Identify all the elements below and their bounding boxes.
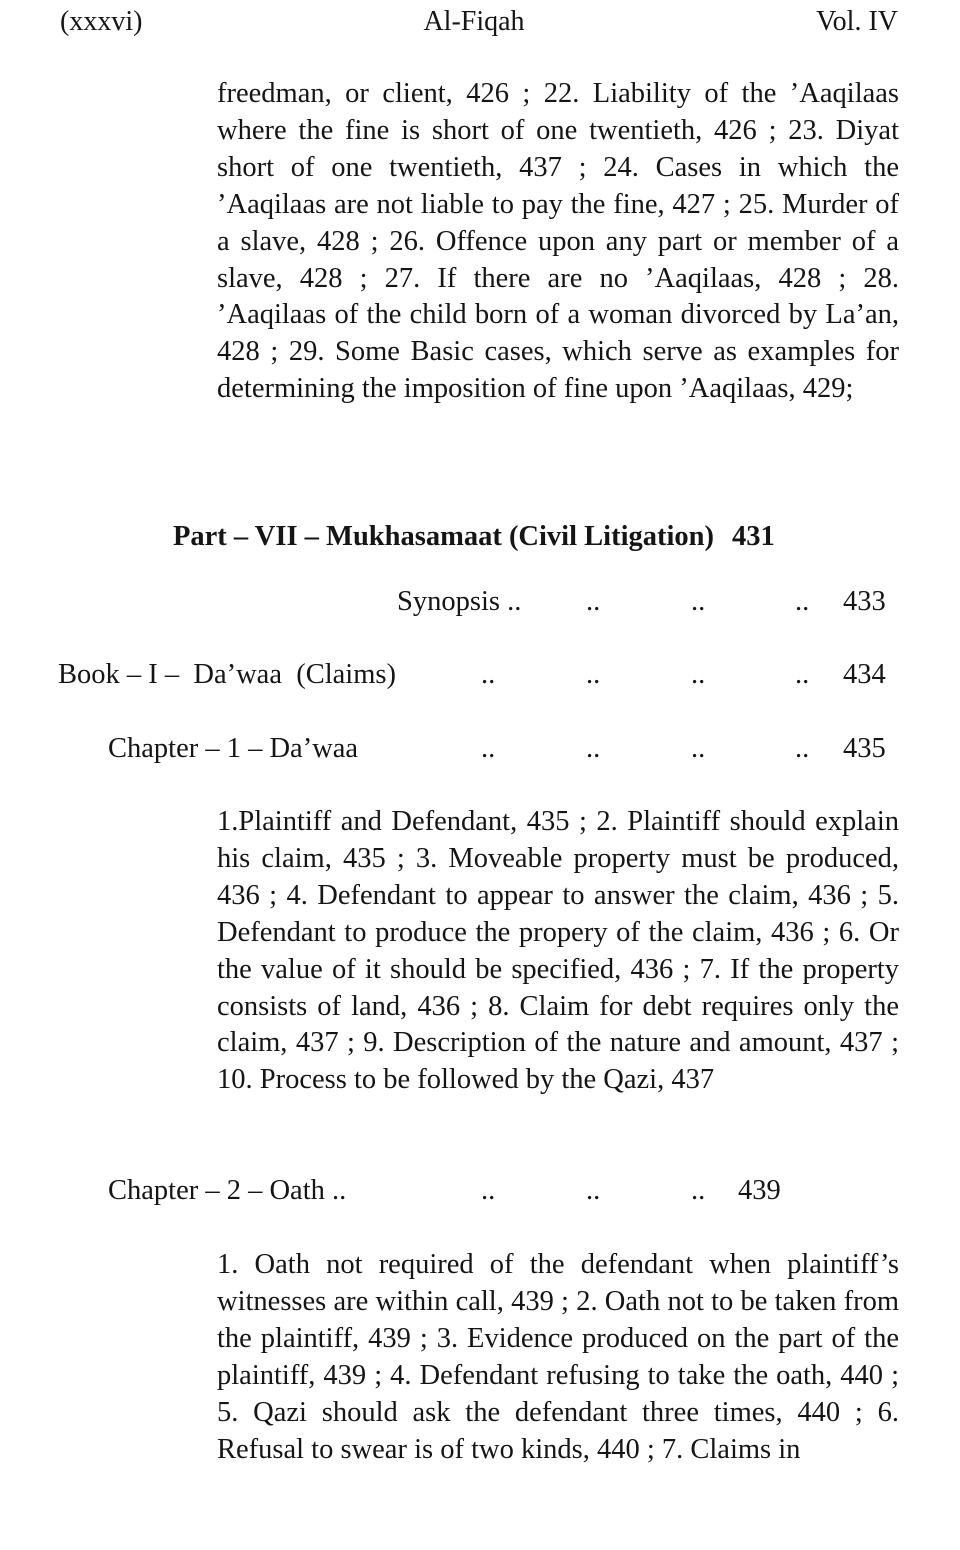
leader-dots: .. bbox=[586, 659, 601, 690]
toc-entry-synopsis bbox=[0, 582, 960, 622]
running-title: Al-Fiqah bbox=[423, 6, 525, 37]
leader-dots: .. bbox=[481, 659, 496, 690]
toc-page: 433 bbox=[843, 586, 886, 617]
part-page: 431 bbox=[732, 521, 775, 552]
leader-dots: .. bbox=[586, 733, 601, 764]
leader-dots: .. bbox=[691, 659, 706, 690]
leader-dots: .. bbox=[691, 1175, 706, 1206]
toc-entry-book-1 bbox=[0, 655, 960, 695]
toc-page: 439 bbox=[738, 1175, 781, 1206]
part-title: Part – VII – Mukhasamaat (Civil Litigation) bbox=[173, 521, 714, 552]
toc-entry-chapter-2 bbox=[0, 1171, 960, 1211]
toc-title: Synopsis .. bbox=[397, 586, 522, 617]
leader-dots: .. bbox=[795, 659, 810, 690]
volume-label: Vol. IV bbox=[816, 6, 898, 37]
toc-page: 434 bbox=[843, 659, 886, 690]
toc-title: Chapter – 1 – Da’waa bbox=[108, 733, 359, 764]
leader-dots: .. bbox=[586, 586, 601, 617]
toc-page: 435 bbox=[843, 733, 886, 764]
page-header bbox=[60, 2, 898, 42]
contents-paragraph-1: freedman, or client, 426 ; 22. Liability of the ’Aaqilaas where the fine is short of one twentieth, 426 ; 23. Diyat short of one twentieth, 437 ; 24. Cases in which the ’Aaqilaas are not liable to pay the fine, 427 ; 25. Murder of a slave, 428 ; 26. Offence upon any part or member of a slave, 428 ; 27. If there are no ’Aaqilaas, 428 ; 28. ’Aaqilaas of the child born of a woman divorced by La’an, 428 ; 29. Some Basic cases, which serve as examples for determining the imposition of fine upon ’Aaqilaas, 429; bbox=[217, 78, 899, 405]
page-number-roman: (xxxvi) bbox=[60, 6, 143, 37]
leader-dots: .. bbox=[691, 733, 706, 764]
contents-paragraph-3: 1. Oath not required of the defendant when plaintiff’s witnesses are within call, 439 ; 2. Oath not to be taken from the plaintiff, 439 ; 3. Evidence produced on the part of the plaintiff, 439 ; 4. Defendant refusing to take the oath, 440 ; 5. Qazi should ask the defendant three times, 440 ; 6. Refusal to swear is of two kinds, 440 ; 7. Claims in bbox=[217, 1249, 899, 1465]
toc-entry-chapter-1 bbox=[0, 729, 960, 769]
leader-dots: .. bbox=[481, 733, 496, 764]
leader-dots: .. bbox=[481, 1175, 496, 1206]
leader-dots: .. bbox=[586, 1175, 601, 1206]
toc-title: Book – I – Da’waa (Claims) bbox=[58, 659, 396, 690]
contents-paragraph-2: 1.Plaintiff and Defendant, 435 ; 2. Plaintiff should explain his claim, 435 ; 3. Moveable property must be produced, 436 ; 4. Defendant to appear to answer the claim, 436 ; 5. Defendant to produce the propery of the claim, 436 ; 6. Or the value of it should be specified, 436 ; 7. If the property consists of land, 436 ; 8. Claim for debt requires only the claim, 437 ; 9. Description of the nature and amount, 437 ; 10. Process to be followed by the Qazi, 437 bbox=[217, 806, 899, 1096]
leader-dots: .. bbox=[795, 733, 810, 764]
part-heading bbox=[173, 517, 775, 557]
toc-title: Chapter – 2 – Oath .. bbox=[108, 1175, 347, 1206]
leader-dots: .. bbox=[691, 586, 706, 617]
leader-dots: .. bbox=[795, 586, 810, 617]
